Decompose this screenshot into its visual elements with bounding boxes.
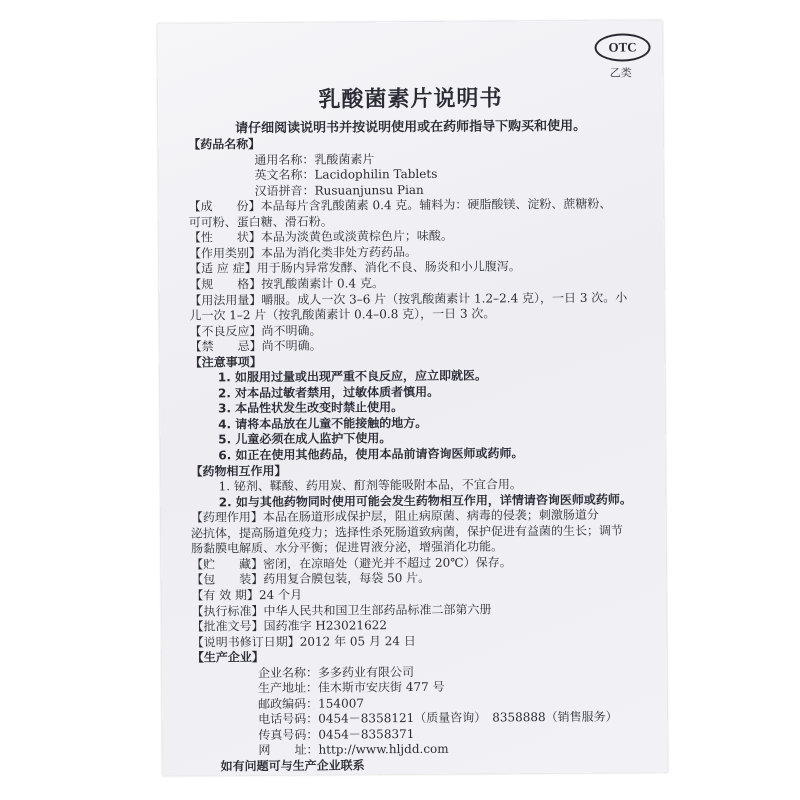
- adverse-reactions: 【不良反应】尚不明确。: [189, 323, 322, 339]
- phone-number: 电话号码：0454－8358121（质量咨询） 8358888（销售服务）: [258, 709, 618, 727]
- category: 【作用类别】本品为消化类非处方药药品。: [188, 244, 418, 261]
- pharmacology-cont: 泌抗体，提高肠道免疫力；选择性杀死肠道致病菌，保护促进有益菌的生长；调节: [190, 523, 623, 541]
- pharmacology: 【药理作用】本品在肠道形成保护层，阻止病原菌、病毒的侵袭；刺激肠道分: [190, 507, 599, 525]
- dosage-cont: 儿一次 1–2 片（按乳酸菌素计 0.4–0.8 克），一日 3 次。: [189, 306, 496, 323]
- contact-note: 如有问题可与生产企业联系: [220, 758, 365, 774]
- section-precautions: 【注意事项】: [189, 354, 262, 370]
- production-address: 生产地址：佳木斯市安庆街 477 号: [257, 680, 445, 696]
- precaution-item: 2. 对本品过敏者禁用，过敏体质者慎用。: [217, 384, 440, 401]
- precaution-item: 5. 儿童必须在成人监护下使用。: [218, 431, 392, 447]
- english-name: 英文名称：Lacidophilin Tablets: [254, 166, 438, 183]
- website: 网 址：http://www.hljdd.com: [258, 742, 449, 758]
- revision-date: 【说明书修订日期】2012 年 05 月 24 日: [191, 633, 416, 650]
- section-drug-name: 【药品名称】: [188, 137, 261, 152]
- shelf-life: 【有 效 期】24 个月: [191, 587, 303, 603]
- page-subtitle: 请仔细阅读说明书并按说明使用或在药师指导下购买和使用。: [235, 118, 587, 137]
- precaution-item: 6. 如正在使用其他药品，使用本品前请咨询医师或药师。: [218, 446, 524, 463]
- pinyin-name: 汉语拼音：Rusuanjunsu Pian: [254, 182, 424, 198]
- indications: 【适 应 症】用于肠内异常发酵、消化不良、肠炎和小儿腹泻。: [189, 259, 521, 276]
- specification: 【规 格】按乳酸菌素计 0.4 克。: [189, 276, 384, 292]
- otc-badge: OTC: [594, 33, 650, 61]
- dosage: 【用法用量】嚼服。成人一次 3–6 片（按乳酸菌素计 1.2–2.4 克），一日 3 次。小: [189, 289, 628, 308]
- approval-number: 【批准文号】国药准字 H23021622: [191, 618, 387, 634]
- postal-code: 邮政编码：154007: [258, 696, 364, 711]
- precaution-item: 3. 本品性状发生改变时禁止使用。: [218, 400, 404, 416]
- generic-name: 通用名称：乳酸菌素片: [254, 151, 375, 167]
- leaflet-page: [157, 20, 667, 776]
- section-manufacturer: 【生产企业】: [191, 650, 264, 665]
- package: 【包 装】药用复合膜包装，每袋 50 片。: [191, 571, 431, 587]
- precaution-item: 4. 请将本品放在儿童不能接触的地方。: [218, 415, 428, 432]
- storage: 【贮 藏】密闭，在凉暗处（避光并不超过 20℃）保存。: [191, 555, 512, 572]
- company-name: 企业名称：多多药业有限公司: [257, 664, 414, 680]
- interaction-item: 1. 铋剂、鞣酸、药用炭、酊剂等能吸附本品，不宜合用。: [218, 477, 522, 494]
- otc-class-label: 乙类: [609, 66, 632, 80]
- composition-cont: 可可粉、蛋白糖、滑石粉。: [188, 214, 333, 230]
- precaution-item: 1. 如服用过量或出现严重不良反应，应立即就医。: [217, 368, 487, 385]
- standard: 【执行标准】中华人民共和国卫生部药品标准二部第六册: [191, 601, 492, 619]
- composition: 【成 份】本品每片含乳酸菌素 0.4 克。辅料为：硬脂酸镁、淀粉、蔗糖粉、: [188, 196, 612, 214]
- interaction-item: 2. 如与其他药物同时使用可能会发生药物相互作用，详情请咨询医师或药师。: [218, 492, 632, 509]
- page-title: 乳酸菌素片说明书: [318, 86, 503, 113]
- section-interactions: 【药物相互作用】: [190, 463, 287, 479]
- pharmacology-cont: 肠黏膜电解质、水分平衡；促进胃液分泌，增强消化功能。: [190, 539, 504, 556]
- description: 【性 状】本品为淡黄色或淡黄棕色片；味酸。: [188, 229, 453, 245]
- contraindications: 【禁 忌】尚不明确。: [189, 338, 322, 354]
- fax-number: 传真号码：0454－8358371: [258, 726, 415, 742]
